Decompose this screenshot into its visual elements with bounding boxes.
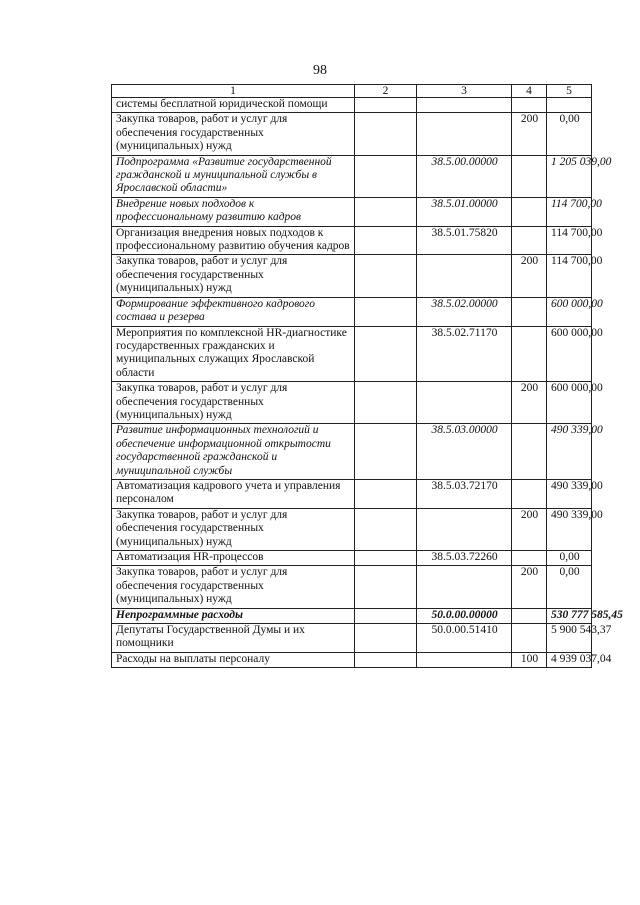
row-col2: [355, 624, 417, 653]
row-col2: [355, 608, 417, 623]
table-row: [112, 113, 592, 155]
row-code: [417, 566, 512, 608]
table-row: [112, 255, 592, 297]
header-col-4: 4: [512, 85, 547, 98]
row-name: Закупка товаров, работ и услуг для обеспечения государственных (муниципальных) нужд: [112, 255, 355, 297]
row-col2: [355, 479, 417, 508]
row-kind: 200: [512, 566, 547, 608]
table-row: [112, 566, 592, 608]
page-number: 98: [313, 63, 327, 78]
row-name: Развитие информационных технологий и обеспечение информационной открытости государственной гражданской и муниципальной службы: [112, 424, 355, 480]
row-code: 50.0.00.00000: [417, 608, 512, 623]
table-row: [112, 226, 592, 255]
row-col2: [355, 326, 417, 382]
row-name: Мероприятия по комплексной HR-диагностике государственных гражданских и муниципальных служащих Ярославской области: [112, 326, 355, 382]
table-row: [112, 624, 592, 653]
row-kind: [512, 197, 547, 226]
row-col2: [355, 652, 417, 667]
row-code: 38.5.03.72170: [417, 479, 512, 508]
row-code: 38.5.02.71170: [417, 326, 512, 382]
row-name: Депутаты Государственной Думы и их помощники: [112, 624, 355, 653]
row-code: [417, 508, 512, 550]
row-kind: [512, 608, 547, 623]
row-amount: 600 000,00: [547, 297, 592, 326]
header-col-3: 3: [417, 85, 512, 98]
table-row: [112, 508, 592, 550]
row-kind: [512, 226, 547, 255]
row-code: 38.5.03.00000: [417, 424, 512, 480]
row-amount: 490 339,00: [547, 479, 592, 508]
row-col2: [355, 255, 417, 297]
row-kind: [512, 479, 547, 508]
row-name: Закупка товаров, работ и услуг для обеспечения государственных (муниципальных) нужд: [112, 382, 355, 424]
row-name: Организация внедрения новых подходов к профессиональному развитию обучения кадров: [112, 226, 355, 255]
row-name: Закупка товаров, работ и услуг для обеспечения государственных (муниципальных) нужд: [112, 508, 355, 550]
row-amount: 530 777 585,45: [547, 608, 592, 623]
row-kind: 100: [512, 652, 547, 667]
row-kind: [512, 624, 547, 653]
row-name: системы бесплатной юридической помощи: [112, 98, 355, 113]
table-row: [112, 382, 592, 424]
header-col-5: 5: [547, 85, 592, 98]
row-amount: 490 339,00: [547, 424, 592, 480]
row-col2: [355, 98, 417, 113]
row-kind: [512, 326, 547, 382]
row-col2: [355, 197, 417, 226]
row-name: Формирование эффективного кадрового состава и резерва: [112, 297, 355, 326]
table-row: [112, 197, 592, 226]
table-row: [112, 297, 592, 326]
table-row: [112, 608, 592, 623]
row-col2: [355, 551, 417, 566]
table-row: [112, 551, 592, 566]
row-name: Автоматизация HR-процессов: [112, 551, 355, 566]
row-amount: [547, 98, 592, 113]
row-amount: 1 205 039,00: [547, 155, 592, 197]
table-row: [112, 479, 592, 508]
row-col2: [355, 113, 417, 155]
row-col2: [355, 155, 417, 197]
row-kind: 200: [512, 508, 547, 550]
row-name: Автоматизация кадрового учета и управления персоналом: [112, 479, 355, 508]
table-row: [112, 98, 592, 113]
row-code: 38.5.03.72260: [417, 551, 512, 566]
row-col2: [355, 226, 417, 255]
row-code: 38.5.01.75820: [417, 226, 512, 255]
row-kind: [512, 155, 547, 197]
row-amount: 600 000,00: [547, 382, 592, 424]
row-kind: 200: [512, 255, 547, 297]
table-body: [112, 98, 623, 668]
row-kind: 200: [512, 382, 547, 424]
row-code: [417, 652, 512, 667]
table-header: [112, 85, 592, 98]
row-name: Закупка товаров, работ и услуг для обеспечения государственных (муниципальных) нужд: [112, 566, 355, 608]
row-name: Непрограммные расходы: [112, 608, 355, 623]
header-col-2: 2: [355, 85, 417, 98]
row-code: 38.5.00.00000: [417, 155, 512, 197]
row-amount: 600 000,00: [547, 326, 592, 382]
row-amount: 4 939 037,04: [547, 652, 592, 667]
row-col2: [355, 297, 417, 326]
row-kind: [512, 98, 547, 113]
row-name: Внедрение новых подходов к профессиональному развитию кадров: [112, 197, 355, 226]
row-amount: 490 339,00: [547, 508, 592, 550]
row-col2: [355, 508, 417, 550]
row-amount: 114 700,00: [547, 197, 592, 226]
row-amount: 5 900 543,37: [547, 624, 592, 653]
row-code: 38.5.01.00000: [417, 197, 512, 226]
row-amount: 0,00: [547, 551, 592, 566]
row-amount: 0,00: [547, 113, 592, 155]
table-row: [112, 652, 592, 667]
row-amount: 114 700,00: [547, 226, 592, 255]
table-row: [112, 155, 592, 197]
row-code: [417, 98, 512, 113]
row-code: [417, 382, 512, 424]
row-kind: 200: [512, 113, 547, 155]
row-col2: [355, 566, 417, 608]
table-row: [112, 326, 592, 382]
budget-table: [111, 84, 623, 668]
row-name: Закупка товаров, работ и услуг для обеспечения государственных (муниципальных) нужд: [112, 113, 355, 155]
table-row: [112, 424, 592, 480]
header-col-1: 1: [112, 85, 355, 98]
row-code: [417, 255, 512, 297]
row-code: 38.5.02.00000: [417, 297, 512, 326]
row-kind: [512, 424, 547, 480]
row-kind: [512, 551, 547, 566]
row-amount: 114 700,00: [547, 255, 592, 297]
row-code: [417, 113, 512, 155]
row-name: Подпрограмма «Развитие государственной гражданской и муниципальной службы в Ярославской области»: [112, 155, 355, 197]
row-name: Расходы на выплаты персоналу: [112, 652, 355, 667]
row-amount: 0,00: [547, 566, 592, 608]
row-col2: [355, 382, 417, 424]
row-col2: [355, 424, 417, 480]
row-code: 50.0.00.51410: [417, 624, 512, 653]
row-kind: [512, 297, 547, 326]
